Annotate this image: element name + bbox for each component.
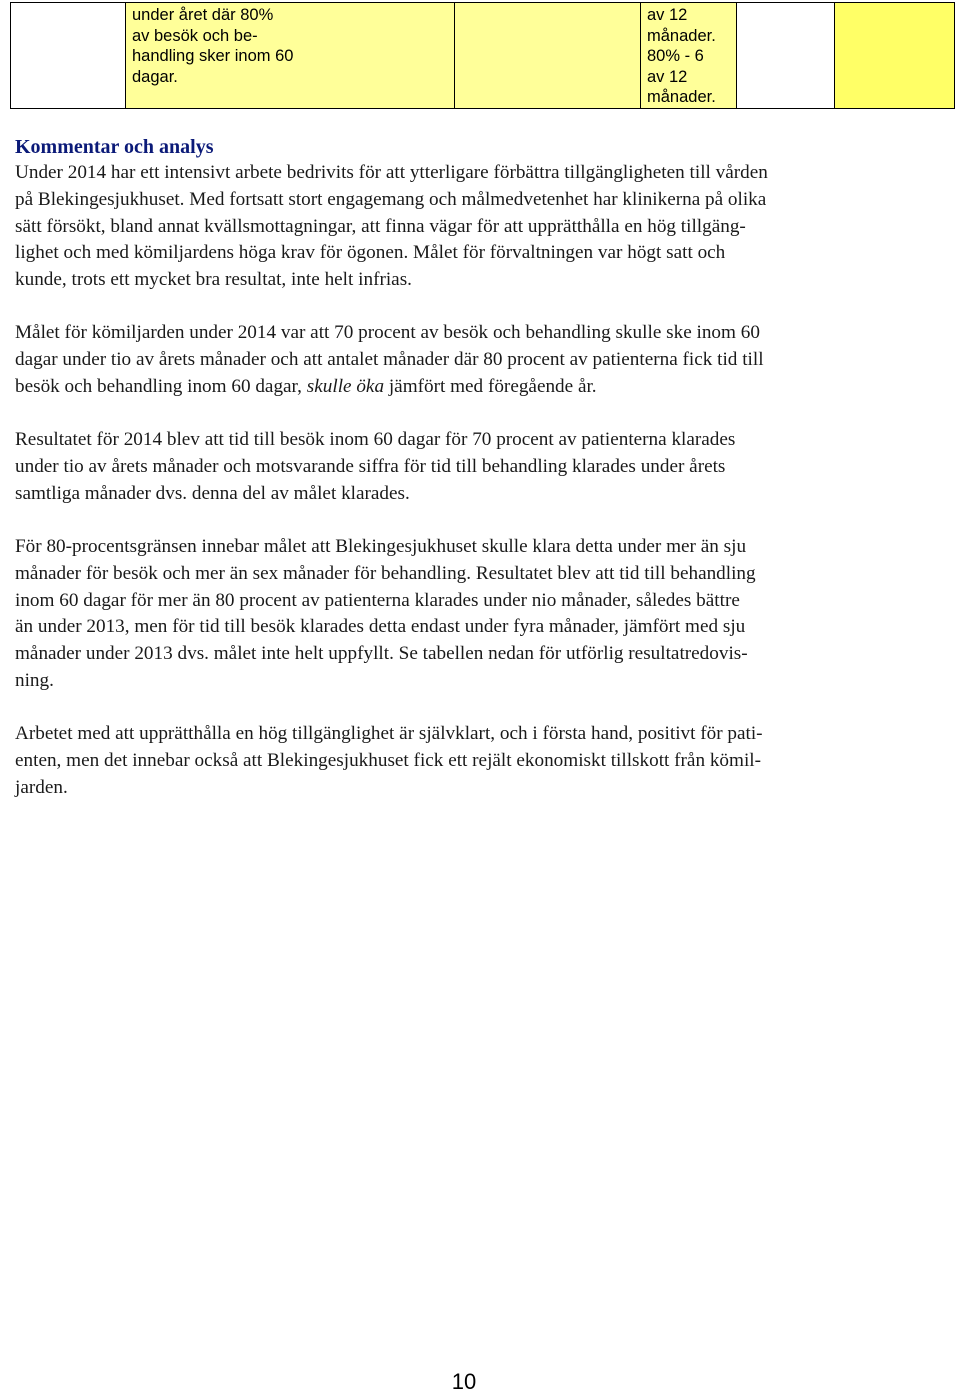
text-line: Resultatet för 2014 blev att tid till besök inom 60 dagar för 70 procent av patienterna klarades [15, 429, 736, 450]
table-cell-description [126, 3, 455, 109]
paragraph-result-70 [15, 427, 915, 507]
emphasized-text: skulle öka [306, 375, 385, 397]
text-line: ning. [15, 669, 54, 691]
text-line: kunde, trots ett mycket bra resultat, inte helt infrias. [15, 269, 412, 291]
text-line: på Blekingesjukhuset. Med fortsatt stort engagemang och målmedvetenhet har klinikerna på olika [15, 188, 767, 210]
text-line: jarden. [15, 776, 68, 798]
table-row [11, 3, 955, 109]
text-line: sätt försökt, bland annat kvällsmottagningar, att finna vägar för att upprätthålla en hög tillgäng- [15, 215, 746, 237]
text-line: månader för besök och mer än sex månader för behandling. Resultatet blev att tid till behandling [15, 562, 756, 584]
table-cell-empty [737, 3, 835, 109]
table-cell-empty [11, 3, 126, 109]
cell-text: under året där 80% av besök och be- handling sker inom 60 dagar. [132, 6, 294, 86]
text-line: Arbetet med att upprätthålla en hög tillgänglighet är självklart, och i första hand, positivt för pati- [15, 723, 763, 744]
table-cell-empty [455, 3, 641, 109]
text-line: Målet för kömiljarden under 2014 var att 70 procent av besök och behandling skulle ske inom 60 [15, 322, 760, 343]
text-line: samtliga månader dvs. denna del av målet klarades. [15, 482, 410, 504]
text-line: enten, men det innebar också att Blekingesjukhuset fick ett rejält ekonomiskt tillskott från kömil- [15, 749, 761, 771]
paragraph-intro [15, 160, 915, 294]
cell-text: av 12 månader. 80% - 6 av 12 månader. [647, 6, 716, 106]
text-line: under tio av årets månader och motsvarande siffra för tid till behandling klarades under årets [15, 455, 726, 477]
section-heading: Kommentar och analys [15, 136, 214, 158]
text-line: dagar under tio av årets månader och att antalet månader där 80 procent av patienterna fick tid till [15, 348, 764, 370]
text-line: än under 2013, men för tid till besök klarades detta endast under fyra månader, jämfört med sju [15, 616, 746, 638]
text-line: Under 2014 har ett intensivt arbete bedrivits för att ytterligare förbättra tillgängligheten till vården [15, 162, 768, 183]
text-line: månader under 2013 dvs. målet inte helt uppfyllt. Se tabellen nedan för utförlig resultatredovis- [15, 643, 748, 665]
paragraph-result-80 [15, 534, 915, 695]
table-cell-empty [835, 3, 955, 109]
results-table-fragment [10, 2, 955, 109]
paragraph-conclusion [15, 721, 915, 801]
paragraph-goal [15, 320, 915, 400]
text-line: inom 60 dagar för mer än 80 procent av patienterna klarades under nio månader, således bättre [15, 589, 740, 611]
text-line: lighet och med kömiljardens höga krav för ögonen. Målet för förvaltningen var högt satt och [15, 242, 726, 264]
text-line: För 80-procentsgränsen innebar målet att Blekingesjukhuset skulle klara detta under mer än sju [15, 536, 747, 557]
text-line [15, 374, 915, 401]
text-segment: jämfört med föregående år. [384, 375, 597, 397]
page-number: 10 [451, 1369, 477, 1394]
table-cell-target [641, 3, 737, 109]
text-segment: besök och behandling inom 60 dagar, [15, 375, 307, 397]
